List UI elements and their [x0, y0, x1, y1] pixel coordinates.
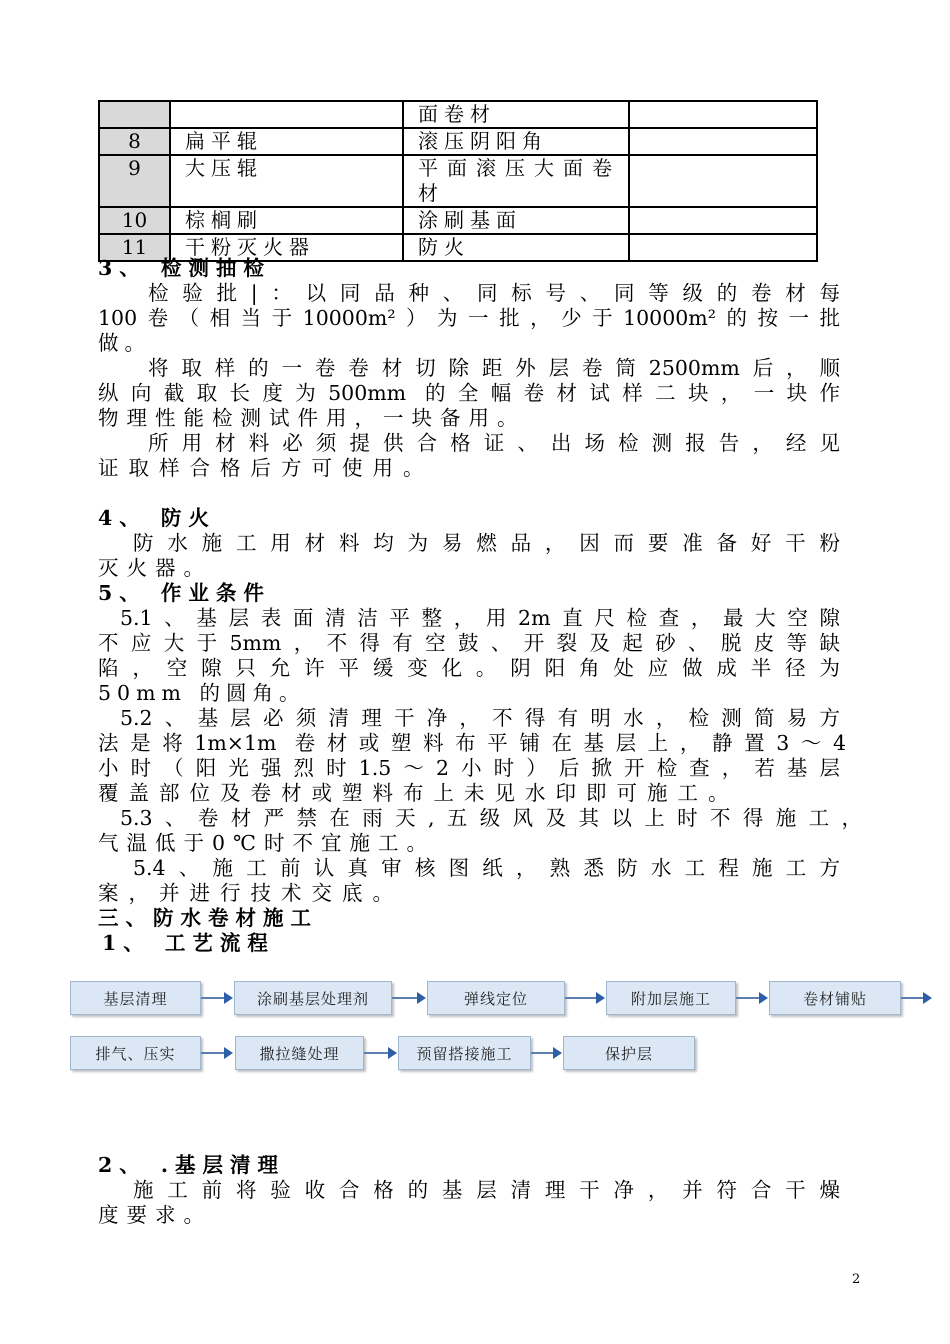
paragraph-line: 5.4、施工前认真审核图纸，熟悉防水工程施工方	[133, 856, 840, 880]
paragraph-line: 100卷（相当于10000m²）为一批，少于10000m²的按一批	[98, 306, 840, 330]
page-number: 2	[852, 1272, 861, 1287]
row-number	[99, 101, 170, 128]
tool-name: 干粉灭火器	[170, 234, 403, 261]
section-3-title: 3、 检测抽检	[98, 256, 271, 280]
flow-step-additional-layer: 附加层施工	[606, 981, 736, 1015]
table-row	[99, 101, 817, 128]
paragraph-line: 施工前将验收合格的基层清理干净，并符合干燥	[133, 1178, 840, 1202]
subsection-2-title: 2、 .基层清理	[98, 1153, 286, 1177]
paragraph-line: 5.1、基层表面清洁平整，用2m直尺检查，最大空隙	[120, 606, 840, 630]
section-5-title: 5、 作业条件	[98, 581, 271, 605]
paragraph-line: 覆盖部位及卷材或塑料布上未见水印即可施工。	[98, 781, 739, 805]
paragraph-line: 5.3、卷材严禁在雨天,五级风及其以上时不得施工，	[120, 806, 862, 830]
tools-table	[98, 100, 818, 262]
tool-use: 滚压阴阳角	[403, 128, 629, 155]
paragraph-line: 陷，空隙只允许平缓变化。阴阳角处应做成半径为	[98, 656, 840, 680]
paragraph-line: 度要求。	[98, 1203, 212, 1227]
paragraph-line: 物理性能检测试件用，一块备用。	[98, 406, 526, 430]
flow-step-lap-reserve: 预留搭接施工	[398, 1036, 531, 1070]
paragraph-line: 法是将1m×1m 卷材或塑料布平铺在基层上，静置3～4	[98, 731, 846, 755]
row-number: 10	[99, 207, 170, 234]
paragraph-line: 不应大于5mm，不得有空鼓、开裂及起砂、脱皮等缺	[98, 631, 840, 655]
paragraph-line: 50mm 的圆角。	[98, 681, 306, 705]
tool-use: 防火	[403, 234, 629, 261]
flow-arrow	[392, 997, 418, 999]
tool-note	[629, 101, 817, 128]
tool-note	[629, 128, 817, 155]
flow-step-primer: 涂刷基层处理剂	[234, 981, 392, 1015]
paragraph-line: 防水施工用材料均为易燃品，因而要准备好干粉	[133, 531, 840, 555]
flow-step-membrane-laying: 卷材铺贴	[769, 981, 901, 1015]
tool-name: 扁平辊	[170, 128, 403, 155]
flow-arrow	[201, 997, 225, 999]
table-row	[99, 128, 817, 155]
flow-arrow	[736, 997, 760, 999]
paragraph-line: 所用材料必须提供合格证、出场检测报告，经见	[148, 431, 840, 455]
tool-note	[629, 234, 817, 261]
flow-arrow	[201, 1052, 225, 1054]
paragraph-line: 案，并进行技术交底。	[98, 881, 403, 905]
flow-step-line-marking: 弹线定位	[427, 981, 565, 1015]
paragraph-line: 小时（阳光强烈时1.5～2小时）后掀开检查，若基层	[98, 756, 840, 780]
paragraph-line: 检验批|：以同品种、同标号、同等级的卷材每	[148, 281, 840, 305]
flow-arrow	[364, 1052, 389, 1054]
part-3-title: 三、防水卷材施工	[98, 906, 318, 930]
paragraph-line: 灭火器。	[98, 556, 212, 580]
flow-step-exhaust-compact: 排气、压实	[70, 1036, 201, 1070]
flow-arrow	[565, 997, 597, 999]
tool-note	[629, 207, 817, 234]
tool-use: 涂刷基面	[403, 207, 629, 234]
paragraph-line: 将取样的一卷卷材切除距外层卷筒2500mm后，顺	[148, 356, 840, 380]
tool-note	[629, 155, 817, 207]
table-row	[99, 207, 817, 234]
flow-arrow	[531, 1052, 554, 1054]
paragraph-line: 气温低于0℃时不宜施工。	[98, 831, 435, 855]
tool-use: 面卷材	[403, 101, 629, 128]
flow-step-protection: 保护层	[563, 1036, 695, 1070]
paragraph-line: 5.2、基层必须清理干净，不得有明水，检测简易方	[120, 706, 840, 730]
paragraph-line: 证取样合格后方可使用。	[98, 456, 434, 480]
row-number: 9	[99, 155, 170, 207]
row-number: 8	[99, 128, 170, 155]
flow-arrow	[901, 997, 924, 999]
paragraph-line: 纵向截取长度为500mm 的全幅卷材试样二块，一块作	[98, 381, 840, 405]
paragraph-line: 做。	[98, 331, 151, 355]
tool-name: 大压辊	[170, 155, 403, 207]
table-row	[99, 155, 817, 207]
section-4-title: 4、 防火	[98, 506, 216, 530]
tool-name	[170, 101, 403, 128]
tool-use: 平面滚压大面卷材	[403, 155, 629, 207]
flow-step-base-cleaning: 基层清理	[70, 981, 201, 1015]
row-number: 11	[99, 234, 170, 261]
tool-name: 棕榈刷	[170, 207, 403, 234]
flow-step-seam: 撒拉缝处理	[235, 1036, 364, 1070]
subsection-1-title: 1、 工艺流程	[102, 931, 275, 955]
